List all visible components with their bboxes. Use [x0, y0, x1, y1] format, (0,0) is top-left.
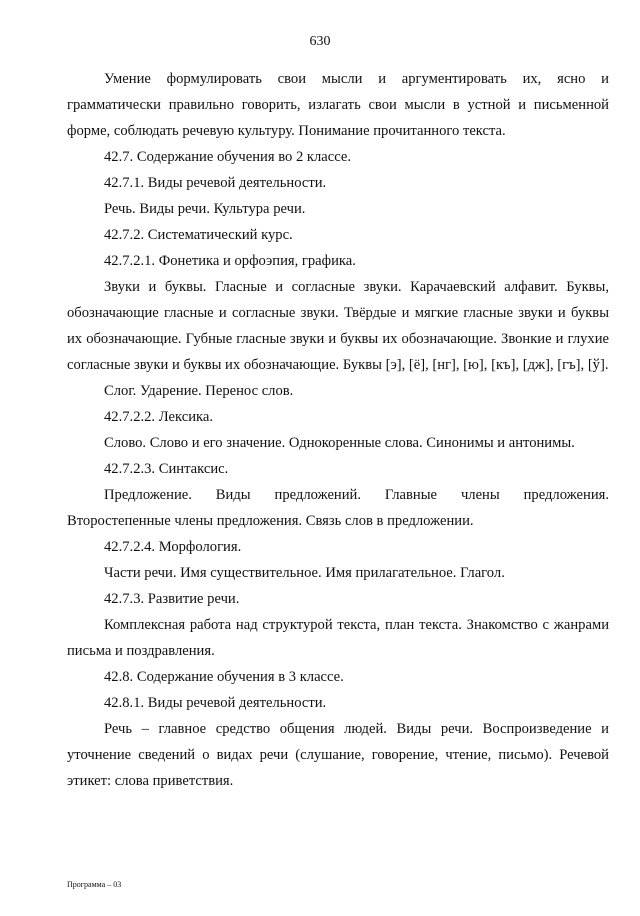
paragraph-text-structure: Комплексная работа над структурой текста, план текста. Знакомство с жанрами письма и поздравления.	[67, 617, 609, 659]
footer-label: Программа – 03	[67, 880, 122, 889]
section-heading-grade-2: 42.7. Содержание обучения во 2 классе.	[104, 149, 352, 165]
document-body	[67, 66, 609, 794]
subsection-heading-speech-activity: 42.7.1. Виды речевой деятельности.	[104, 175, 327, 191]
subsection-heading-phonetics: 42.7.2.1. Фонетика и орфоэпия, графика.	[104, 253, 356, 269]
page-number: 630	[309, 34, 331, 49]
paragraph-parts-of-speech: Части речи. Имя существительное. Имя прилагательное. Глагол.	[104, 565, 505, 581]
paragraph-sounds-letters: Звуки и буквы. Гласные и согласные звуки. Карачаевский алфавит. Буквы, обозначающие гласные и согласные звуки. Твёрдые и мягкие гласные звуки и буквы их обозначающие. Губные гласные звуки и буквы их обозначающие. Звонкие и глухие согласные звуки и буквы их обозначающие. Буквы [э], [ё], [нг], [ю], [къ], [дж], [гъ], [ў].	[67, 279, 609, 373]
paragraph-speech-skills: Умение формулировать свои мысли и аргументировать их, ясно и грамматически правильно говорить, излагать свои мысли в устной и письменной форме, соблюдать речевую культуру. Понимание прочитанного текста.	[67, 71, 609, 139]
section-heading-grade-3: 42.8. Содержание обучения в 3 классе.	[104, 669, 344, 685]
subsection-heading-speech-activity-3: 42.8.1. Виды речевой деятельности.	[104, 695, 327, 711]
paragraph-syllable: Слог. Ударение. Перенос слов.	[104, 383, 294, 399]
subsection-heading-syntax: 42.7.2.3. Синтаксис.	[104, 461, 229, 477]
subsection-heading-lexicon: 42.7.2.2. Лексика.	[104, 409, 214, 425]
subsection-heading-systematic-course: 42.7.2. Систематический курс.	[104, 227, 293, 243]
subsection-heading-morphology: 42.7.2.4. Морфология.	[104, 539, 242, 555]
paragraph-sentence: Предложение. Виды предложений. Главные члены предложения. Второстепенные члены предложения. Связь слов в предложении.	[67, 487, 609, 529]
paragraph-speech-types: Речь. Виды речи. Культура речи.	[104, 201, 306, 217]
paragraph-word: Слово. Слово и его значение. Однокоренные слова. Синонимы и антонимы.	[104, 435, 575, 451]
paragraph-speech-communication: Речь – главное средство общения людей. Виды речи. Воспроизведение и уточнение сведений о видах речи (слушание, говорение, чтение, письмо). Речевой этикет: слова приветствия.	[67, 721, 609, 789]
subsection-heading-speech-development: 42.7.3. Развитие речи.	[104, 591, 240, 607]
